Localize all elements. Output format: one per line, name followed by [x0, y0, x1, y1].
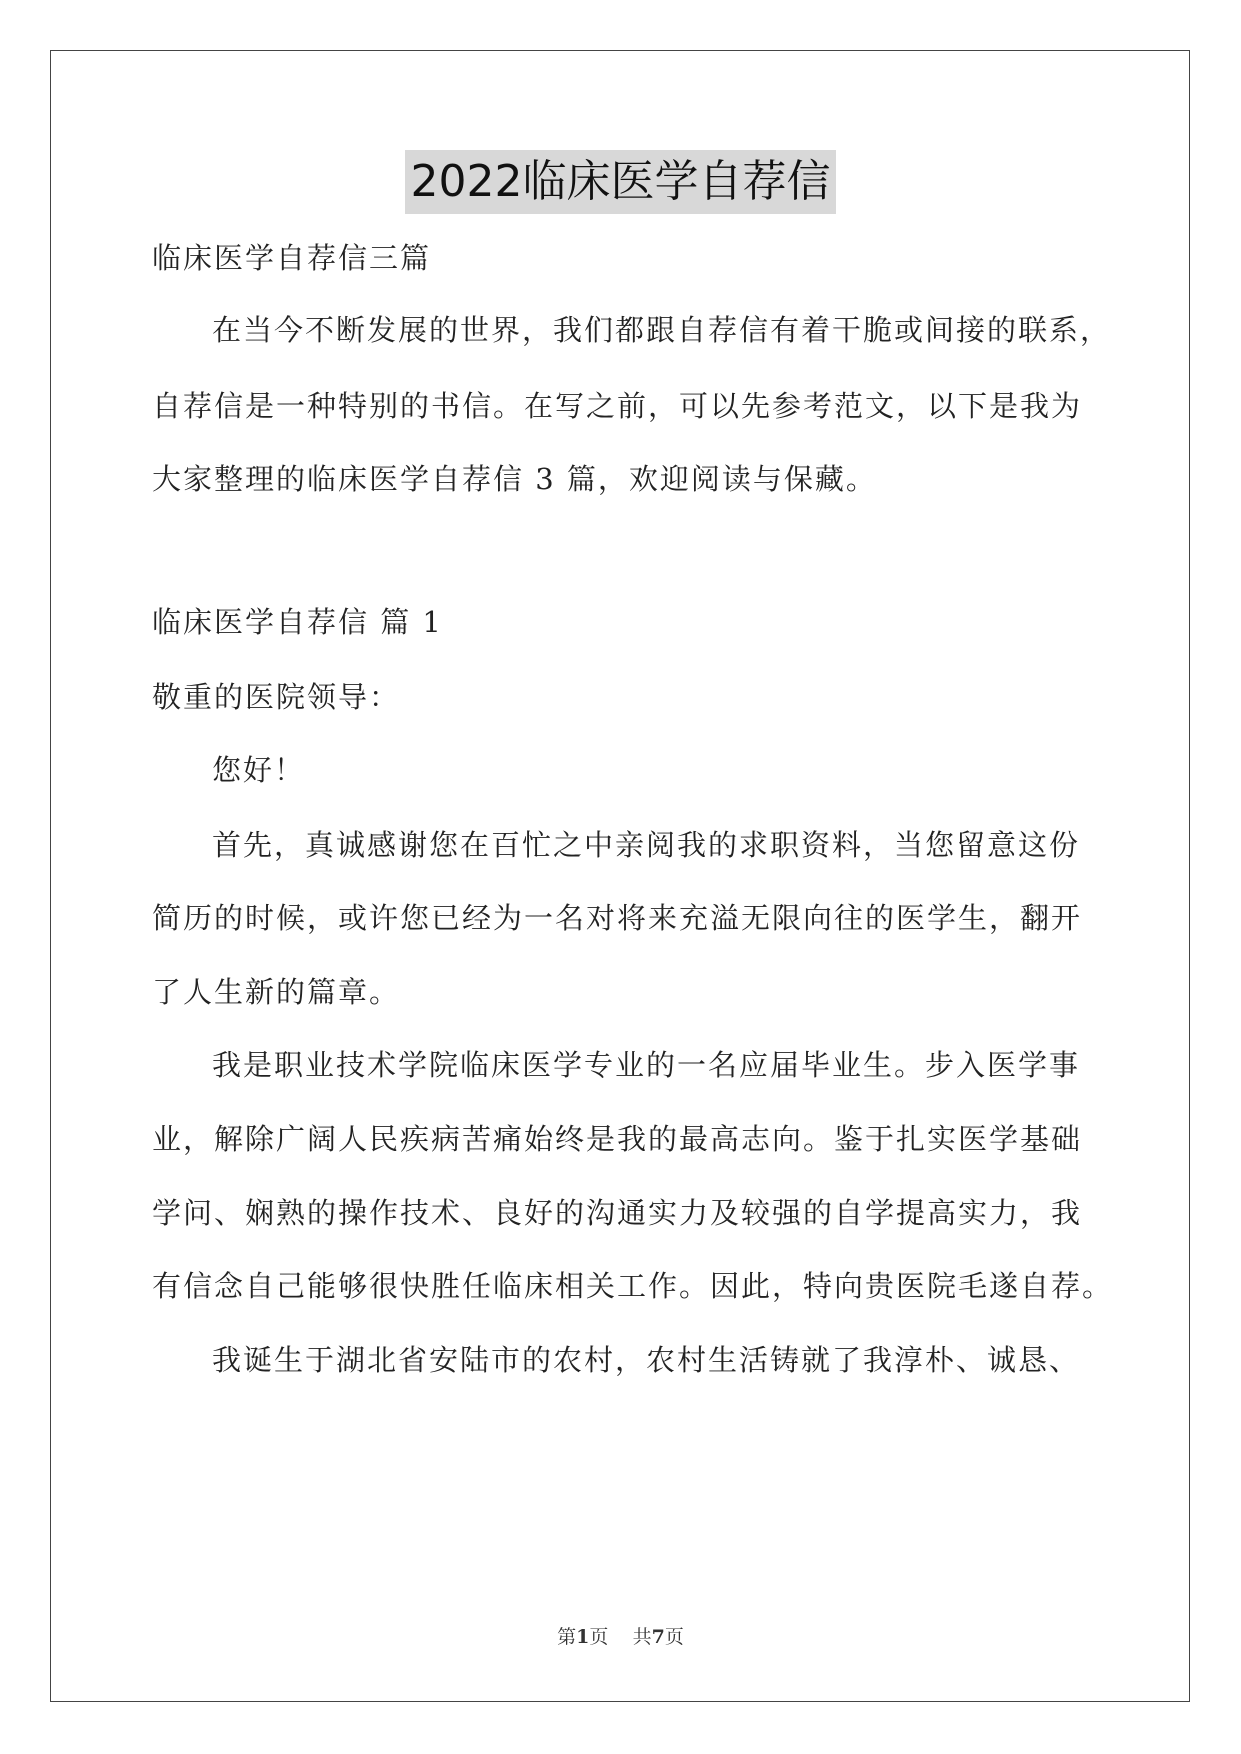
footer-total-pages: 7 [651, 1626, 665, 1648]
paragraph2-line-1: 我是职业技术学院临床医学专业的一名应届毕业生。步入医学事 [212, 1048, 1081, 1082]
footer-current-page: 1 [576, 1626, 590, 1648]
page-border [50, 50, 1190, 1702]
document-title: 2022临床医学自荐信 [405, 150, 837, 214]
intro-line-2: 自荐信是一种特别的书信。在写之前，可以先参考范文，以下是我为 [152, 389, 1083, 423]
paragraph3-line-1: 我诞生于湖北省安陆市的农村，农村生活铸就了我淳朴、诚恳、 [212, 1343, 1081, 1377]
page-footer [0, 1625, 1241, 1649]
paragraph2-line-4: 有信念自己能够很快胜任临床相关工作。因此，特向贵医院毛遂自荐。 [152, 1269, 1114, 1303]
paragraph1-line-2: 简历的时候，或许您已经为一名对将来充溢无限向往的医学生，翻开 [152, 901, 1083, 935]
paragraph1-line-3: 了人生新的篇章。 [152, 975, 401, 1009]
salutation: 敬重的医院领导： [152, 680, 401, 714]
footer-prefix: 第 [557, 1626, 577, 1648]
document-subtitle: 临床医学自荐信三篇 [152, 241, 432, 275]
greeting: 您好！ [212, 753, 306, 787]
footer-suffix: 页 [664, 1626, 684, 1648]
intro-line-1: 在当今不断发展的世界，我们都跟自荐信有着干脆或间接的联系， [212, 313, 1112, 347]
footer-middle: 页 共 [589, 1626, 652, 1648]
paragraph2-line-3: 学问、娴熟的操作技术、良好的沟通实力及较强的自学提高实力，我 [152, 1196, 1083, 1230]
paragraph2-line-2: 业，解除广阔人民疾病苦痛始终是我的最高志向。鉴于扎实医学基础 [152, 1122, 1083, 1156]
paragraph1-line-1: 首先，真诚感谢您在百忙之中亲阅我的求职资料，当您留意这份 [212, 828, 1081, 862]
title-wrap [0, 150, 1241, 214]
intro-line-3: 大家整理的临床医学自荐信 3 篇，欢迎阅读与保藏。 [152, 462, 877, 496]
section-heading: 临床医学自荐信 篇 1 [152, 605, 443, 639]
